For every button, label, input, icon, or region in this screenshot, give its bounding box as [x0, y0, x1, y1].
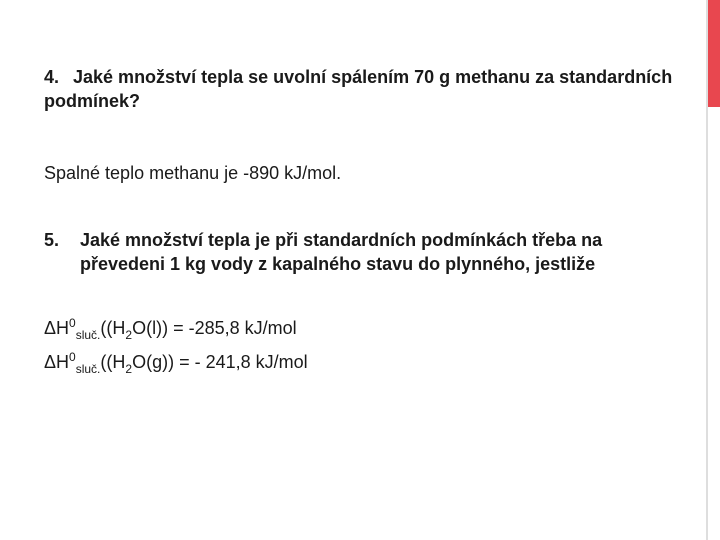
delta-h-symbol: ΔH — [44, 352, 70, 372]
enthalpy-equation-gas — [44, 345, 308, 381]
formula-subscript: 2 — [125, 328, 133, 342]
question-4-text: Jaké množství tepla se uvolní spálením 70 g methanu za standardních podmínek? — [44, 67, 673, 111]
formation-subscript: sluč. — [75, 362, 101, 376]
delta-h-symbol: ΔH — [44, 318, 70, 338]
standard-superscript: 0 — [69, 316, 76, 330]
question-5-number: 5. — [44, 230, 60, 250]
combustion-heat-note: Spalné teplo methanu je -890 kJ/mol. — [44, 163, 342, 183]
enthalpy-equation-liquid — [44, 311, 297, 347]
formula-part-a: ((H — [100, 318, 126, 338]
question-4-number: 4. — [44, 67, 60, 87]
formula-subscript: 2 — [125, 362, 133, 376]
formula-part-b: O(l)) = -285,8 kJ/mol — [132, 318, 297, 338]
formula-part-a: ((H — [100, 352, 126, 372]
question-5-text: Jaké množství tepla je při standardních podmínkách třeba na převedeni 1 kg vody z kapalného stavu do plynného, jestliže — [80, 230, 603, 274]
formula-part-b: O(g)) = - 241,8 kJ/mol — [132, 352, 308, 372]
formation-subscript: sluč. — [75, 328, 101, 342]
question-5 — [44, 228, 604, 276]
question-4 — [44, 65, 684, 113]
accent-bar — [708, 0, 720, 107]
standard-superscript: 0 — [69, 350, 76, 364]
